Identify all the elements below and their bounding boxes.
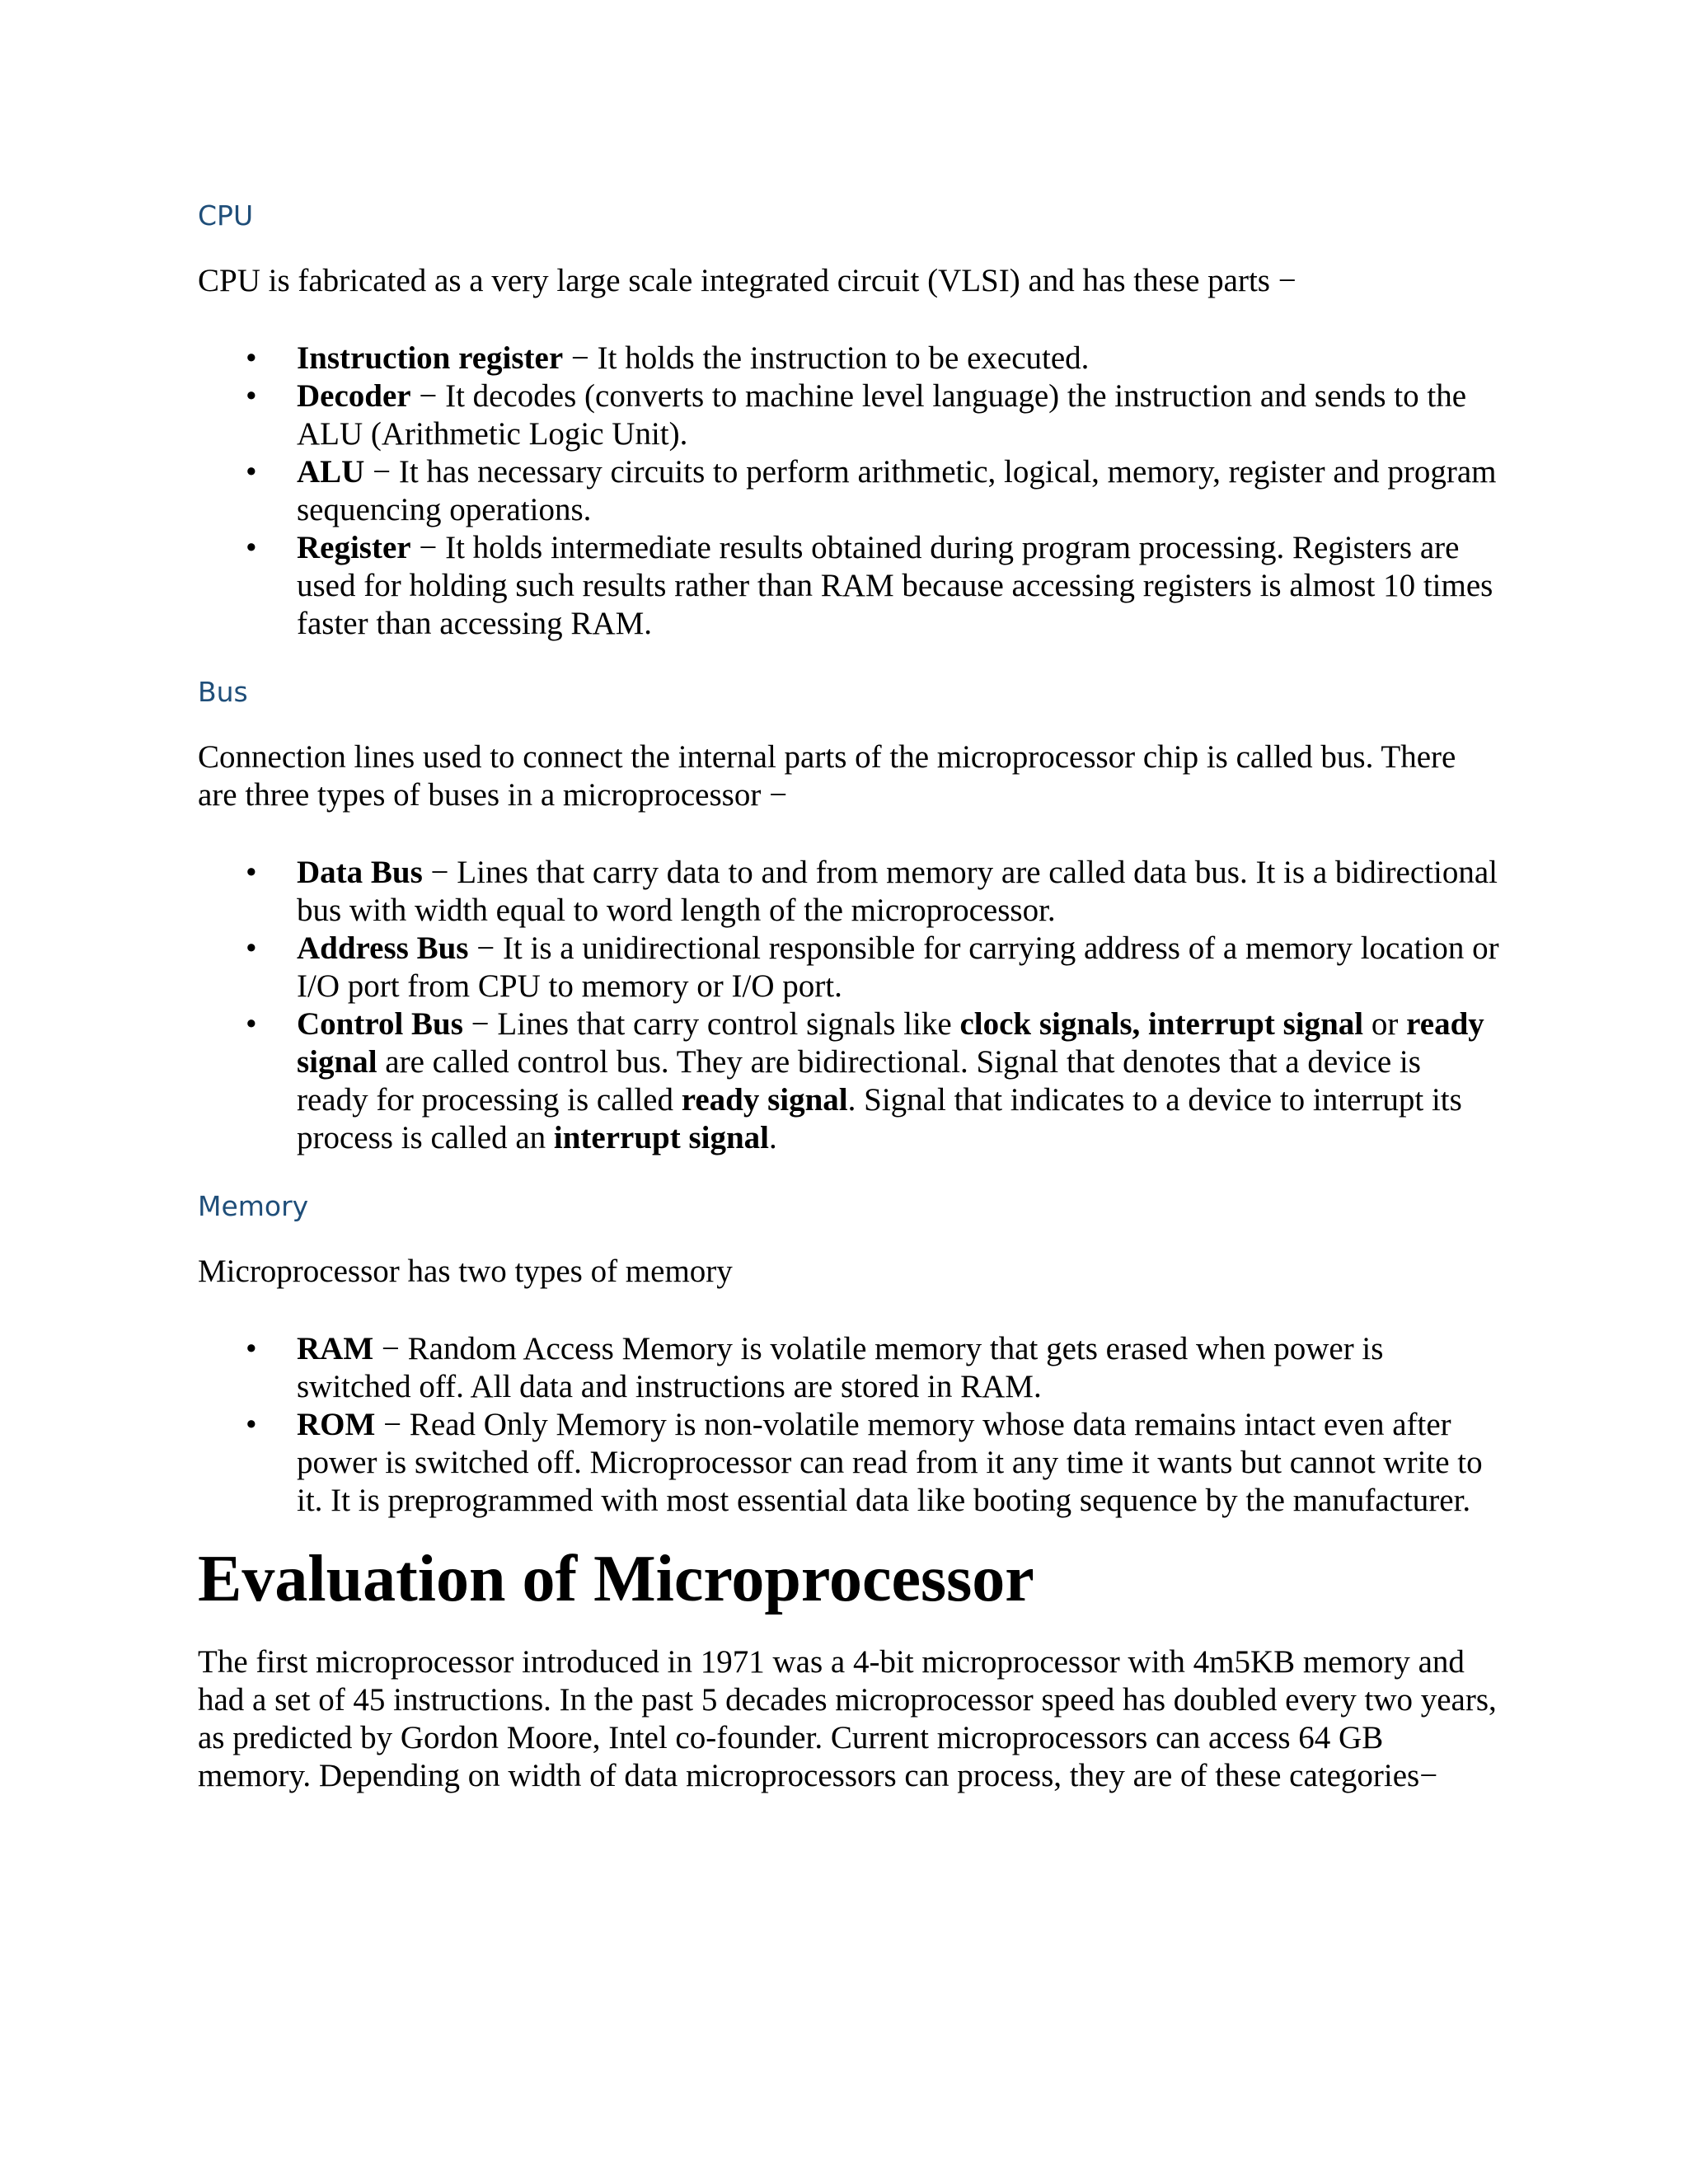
item-text: − It has necessary circuits to perform arithmetic, logical, memory, register and program sequencing operations.: [297, 454, 1497, 527]
list-item: [198, 1005, 1500, 1157]
item-text: − Read Only Memory is non-volatile memory whose data remains intact even after power is switched off. Microprocessor can read from it any time it wants but cannot write to it. It is preprogrammed with most essential data like booting sequence by the manufacturer.: [297, 1407, 1483, 1518]
item-term: Register: [297, 530, 411, 565]
item-term: ALU: [297, 454, 365, 490]
section-heading-memory: Memory: [198, 1190, 309, 1222]
item-emphasis: interrupt signal: [553, 1120, 769, 1155]
item-text: or: [1363, 1006, 1407, 1042]
list-item: [198, 377, 1500, 453]
bullet-icon: •: [246, 454, 257, 490]
document-content: [198, 191, 1500, 1795]
section-heading-cpu: CPU: [198, 199, 254, 232]
cpu-intro: CPU is fabricated as a very large scale integrated circuit (VLSI) and has these parts −: [198, 263, 1296, 298]
bullet-icon: •: [246, 530, 257, 565]
item-term: Data Bus: [297, 855, 423, 890]
page-title: Evaluation of Microprocessor: [198, 1543, 1034, 1615]
item-emphasis: ready signal: [297, 1006, 1484, 1080]
bullet-icon: •: [246, 930, 257, 966]
item-text: − Lines that carry data to and from memory are called data bus. It is a bidirectional bus with width equal to word length of the microprocessor.: [297, 855, 1498, 928]
item-term: Control Bus: [297, 1006, 463, 1042]
item-text: − It holds intermediate results obtained during program processing. Registers are used for holding such results rather than RAM because accessing registers is almost 10 times faster than accessing RAM.: [297, 530, 1493, 641]
list-item: [198, 854, 1500, 930]
item-text: − Lines that carry control signals like: [462, 1006, 960, 1042]
item-emphasis: clock signals, interrupt signal: [959, 1006, 1364, 1042]
item-term: Address Bus: [297, 930, 469, 966]
bus-intro: Connection lines used to connect the internal parts of the microprocessor chip is called bus. There are three types of buses in a microprocessor −: [198, 739, 1456, 813]
memory-types-list: [198, 1330, 1500, 1520]
bullet-icon: •: [246, 378, 257, 414]
list-item: [198, 529, 1500, 643]
bullet-icon: •: [246, 1407, 257, 1442]
item-text: are called control bus. They are bidirectional. Signal that denotes that a device is ready for processing is called: [297, 1044, 1421, 1118]
memory-intro: Microprocessor has two types of memory: [198, 1254, 733, 1289]
list-item: [198, 340, 1500, 377]
item-text: − It decodes (converts to machine level language) the instruction and sends to the ALU (Arithmetic Logic Unit).: [297, 378, 1467, 452]
section-heading-bus: Bus: [198, 676, 248, 708]
cpu-parts-list: [198, 340, 1500, 643]
item-text: .: [769, 1120, 777, 1155]
bus-types-list: [198, 854, 1500, 1157]
list-item: [198, 453, 1500, 529]
list-item: [198, 1406, 1500, 1520]
item-term: ROM: [297, 1407, 376, 1442]
item-term: Instruction register: [297, 340, 564, 376]
item-term: RAM: [297, 1331, 374, 1366]
item-text: − Random Access Memory is volatile memory that gets erased when power is switched off. All data and instructions are stored in RAM.: [297, 1331, 1384, 1404]
item-term: Decoder: [297, 378, 411, 414]
item-text: . Signal that indicates to a device to interrupt its process is called an: [297, 1082, 1462, 1155]
bullet-icon: •: [246, 855, 257, 890]
evaluation-body: The first microprocessor introduced in 1971 was a 4-bit microprocessor with 4m5KB memory and had a set of 45 instructions. In the past 5 decades microprocessor speed has doubled every two years, as predicted by Gordon Moore, Intel co-founder. Current microprocessors can access 64 GB memory. Depending on width of data microprocessors can process, they are of these categories−: [198, 1644, 1497, 1793]
item-text: − It holds the instruction to be executed.: [563, 340, 1090, 376]
item-emphasis: ready signal: [681, 1082, 848, 1118]
bullet-icon: •: [246, 1331, 257, 1366]
bullet-icon: •: [246, 340, 257, 376]
item-text: − It is a unidirectional responsible for carrying address of a memory location or I/O port from CPU to memory or I/O port.: [297, 930, 1499, 1004]
bullet-icon: •: [246, 1006, 257, 1042]
list-item: [198, 930, 1500, 1005]
list-item: [198, 1330, 1500, 1406]
